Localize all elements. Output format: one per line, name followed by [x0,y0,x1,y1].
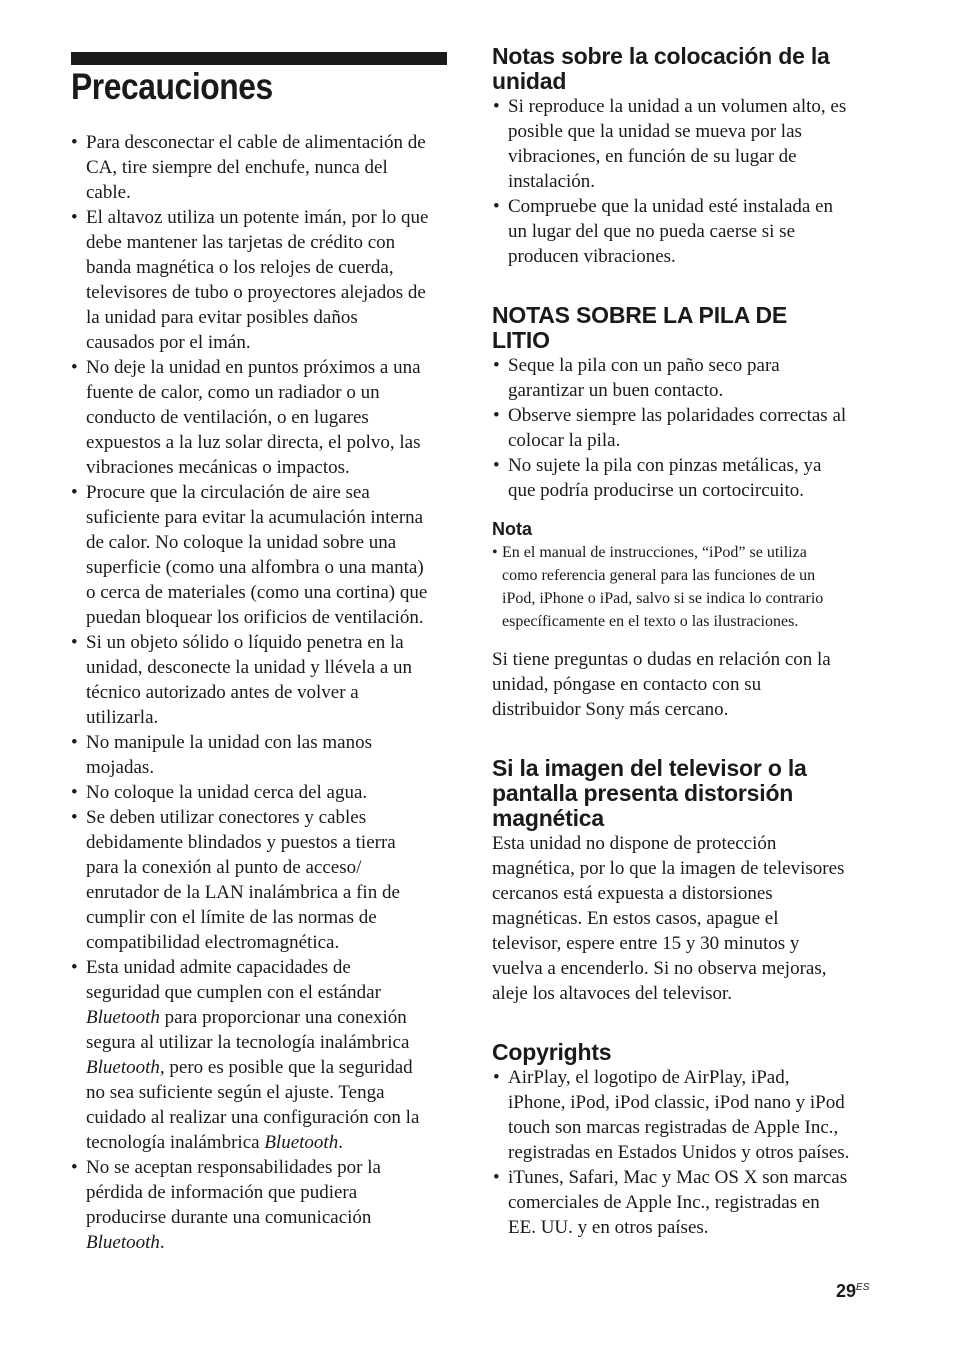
text-line: No manipule la unidad con las manos [86,732,372,753]
text-line: Se deben utilizar conectores y cables [86,807,367,828]
page-language-code: ES [856,1282,870,1293]
left-column [70,130,450,1255]
text-line: CA, tire siempre del enchufe, nunca del [86,157,388,178]
text-line: No deje la unidad en puntos próximos a una [86,357,421,378]
text-line: AirPlay, el logotipo de AirPlay, iPad, [508,1067,790,1088]
text-line: Seque la pila con un paño seco para [508,355,780,376]
text-line: Bluetooth para proporcionar una conexión [86,1007,407,1028]
copyrights-list [492,1065,872,1240]
text-line: la unidad para evitar posibles daños [86,307,358,328]
text-line: No sujete la pila con pinzas metálicas, ya [508,455,822,476]
text-line: registradas en Estados Unidos y otros países. [508,1142,850,1163]
text-line: causados por el imán. [86,332,251,353]
precaution-item [70,805,450,955]
text-line: EE. UU. y en otros países. [508,1217,709,1238]
precaution-item [70,355,450,480]
text-line: Esta unidad admite capacidades de [86,957,351,978]
paragraph-line: vuelva a encenderlo. Si no observa mejoras, [492,958,827,979]
text-line: televisores de tubo o proyectores alejados de [86,282,426,303]
text-line: enrutador de la LAN inalámbrica a fin de [86,882,400,903]
text-line: Observe siempre las polaridades correctas al [508,405,847,426]
text-line: superficie (como una alfombra o una manta) [86,557,424,578]
heading-line: pantalla presenta distorsión [492,780,794,806]
text-line: No se aceptan responsabilidades por la [86,1157,381,1178]
paragraph-line: televisor, espere entre 15 y 30 minutos y [492,933,800,954]
text-line: cumplir con el límite de las normas de [86,907,377,928]
precaution-item [70,630,450,730]
bullet-marker: • [493,355,500,376]
heading-line: Notas sobre la colocación de la [492,43,830,69]
text-line: touch son marcas registradas de Apple Inc., [508,1117,839,1138]
battery-note-item [492,403,872,453]
precaution-item [70,730,450,780]
paragraph-line: magnéticas. En estos casos, apague el [492,908,779,929]
text-line: comerciales de Apple Inc., registradas en [508,1192,820,1213]
note-line: como referencia general para las funciones de un [502,567,816,584]
text-line: iPhone, iPod, iPod classic, iPod nano y iPod [508,1092,845,1113]
bullet-marker: • [493,1067,500,1088]
text-line: producen vibraciones. [508,246,676,267]
note-line: En el manual de instrucciones, “iPod” se utiliza [502,544,807,561]
precaution-item [70,1155,450,1255]
page-number: $29^{ES}$ [836,1281,870,1301]
magnetic-distortion-heading [492,756,872,831]
text-line: cuidado al realizar una configuración con la [86,1107,420,1128]
bullet-marker: • [71,132,78,153]
bullet-marker: • [71,357,78,378]
italic-term: Bluetooth [86,1007,160,1028]
precaution-item [70,130,450,205]
text-line: mojadas. [86,757,155,778]
text-line: colocar la pila. [508,430,621,451]
bullet-marker: • [71,482,78,503]
note-list [492,541,872,633]
text-line: banda magnética o los relojes de cuerda, [86,257,394,278]
text-line: de calor. No coloque la unidad sobre una [86,532,397,553]
text-line: Si reproduce la unidad a un volumen alto, es [508,96,847,117]
text-line: un lugar del que no pueda caerse si se [508,221,796,242]
bullet-marker: • [71,957,78,978]
text-line: tecnología inalámbrica Bluetooth. [86,1132,343,1153]
italic-term: Bluetooth [86,1057,160,1078]
paragraph-line: magnética, por lo que la imagen de televisores [492,858,845,879]
text-line: debidamente blindados y puestos a tierra [86,832,396,853]
page-title: Precauciones [71,66,273,107]
text-line: Bluetooth. [86,1232,165,1253]
text-line: para la conexión al punto de acceso/ [86,857,362,878]
bullet-marker: • [71,807,78,828]
paragraph-line: cercanos está expuesta a distorsiones [492,883,773,904]
bullet-marker: • [71,632,78,653]
battery-note-item [492,453,872,503]
copyright-item [492,1165,872,1240]
text-line: garantizar un buen contacto. [508,380,724,401]
copyright-item [492,1065,872,1165]
heading-line: LITIO [492,327,550,353]
text-line: debe mantener las tarjetas de crédito con [86,232,396,253]
bullet-marker: • [493,1167,500,1188]
battery-note-item [492,353,872,403]
bullet-marker: • [71,782,78,803]
contact-paragraph [492,647,872,722]
heading-line: magnética [492,805,604,831]
text-line: Procure que la circulación de aire sea [86,482,370,503]
text-line: que podría producirse un cortocircuito. [508,480,804,501]
text-line: compatibilidad electromagnética. [86,932,340,953]
text-line: producirse durante una comunicación [86,1207,372,1228]
text-line: fuente de calor, como un radiador o un [86,382,380,403]
magnetic-distortion-paragraph [492,831,872,1006]
note-line: específicamente en el texto o las ilustraciones. [502,613,799,630]
bullet-marker: • [493,455,500,476]
placement-notes-list [492,94,872,269]
text-line: vibraciones mecánicas o impactos. [86,457,350,478]
text-line: seguridad que cumplen con el estándar [86,982,381,1003]
bullet-marker: • [71,207,78,228]
italic-term: Bluetooth [264,1132,339,1153]
note-item: • En el manual de instrucciones, “iPod” se utiliza como referencia general para las funciones de un iPod, iPhone o iPad, salvo si se indica lo contrario específicamente en el texto o las ilustraciones. [492,541,872,633]
bullet-marker: • [493,405,500,426]
heading-line: unidad [492,68,567,94]
text-line: técnico autorizado antes de volver a [86,682,359,703]
text-line: Si un objeto sólido o líquido penetra en la [86,632,404,653]
right-column [492,44,872,1240]
lithium-battery-heading [492,303,872,353]
text-line: cable. [86,182,131,203]
paragraph-line: aleje los altavoces del televisor. [492,983,733,1004]
text-line: o cerca de materiales (como una cortina) que [86,582,428,603]
copyrights-heading: Copyrights [492,1039,612,1065]
bullet-marker: • [493,196,500,217]
bullet-marker: • [71,732,78,753]
paragraph-line: Si tiene preguntas o dudas en relación con la [492,649,831,670]
precaution-item [70,480,450,630]
paragraph-line: Esta unidad no dispone de protección [492,833,777,854]
bullet-marker: • [493,96,500,117]
note-line: iPod, iPhone o iPad, salvo si se indica lo contrario [502,590,824,607]
text-line: utilizarla. [86,707,159,728]
text-line: expuestos a la luz solar directa, el polvo, las [86,432,421,453]
text-line: Bluetooth, pero es posible que la seguridad [86,1057,413,1078]
placement-notes-heading [492,44,872,94]
text-line: No coloque la unidad cerca del agua. [86,782,368,803]
precaution-item [70,780,450,805]
text-line: vibraciones, en función de su lugar de [508,146,797,167]
paragraph-line: distribuidor Sony más cercano. [492,699,729,720]
paragraph-line: unidad, póngase en contacto con su [492,674,762,695]
text-line: pérdida de información que pudiera [86,1182,358,1203]
text-line: conducto de ventilación, o en lugares [86,407,369,428]
text-line: no sea suficiente según el ajuste. Tenga [86,1082,385,1103]
precaution-item [70,205,450,355]
bullet-marker: • [71,1157,78,1178]
italic-term: Bluetooth [86,1232,160,1253]
precautions-list [70,130,450,1255]
text-line: instalación. [508,171,596,192]
text-line: El altavoz utiliza un potente imán, por lo que [86,207,429,228]
heading-line: NOTAS SOBRE LA PILA DE [492,302,788,328]
text-line: Para desconectar el cable de alimentación de [86,132,426,153]
text-line: Compruebe que la unidad esté instalada en [508,196,834,217]
placement-note-item [492,194,872,269]
text-line: segura al utilizar la tecnología inalámbrica [86,1032,410,1053]
text-line: unidad, desconecte la unidad y llévela a un [86,657,413,678]
placement-note-item [492,94,872,194]
text-line: suficiente para evitar la acumulación interna [86,507,424,528]
precaution-item [70,955,450,1155]
note-heading: Nota [492,519,532,539]
heading-line: Si la imagen del televisor o la [492,755,807,781]
text-line: puedan bloquear los orificios de ventilación. [86,607,424,628]
lithium-battery-list [492,353,872,503]
text-line: iTunes, Safari, Mac y Mac OS X son marcas [508,1167,848,1188]
text-line: posible que la unidad se mueva por las [508,121,802,142]
